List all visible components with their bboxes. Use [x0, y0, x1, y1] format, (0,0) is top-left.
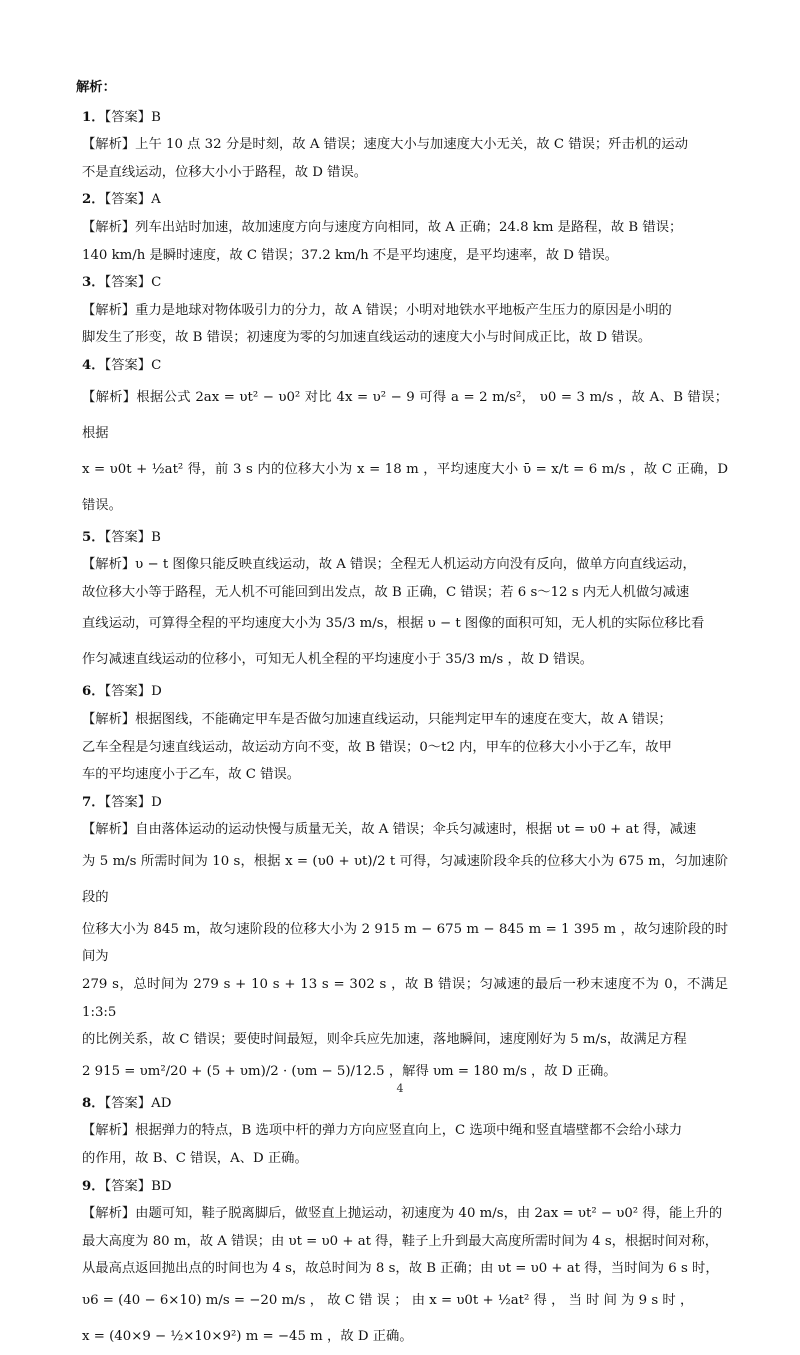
- question-number: 7．: [82, 794, 105, 810]
- answer-text: 【答案】C: [104, 275, 162, 291]
- answer-line: [82, 352, 728, 380]
- question-number: 9．: [82, 1178, 105, 1194]
- answer-line: [82, 678, 728, 706]
- answer-text: 【答案】C: [104, 357, 162, 373]
- explanation-line: 位移大小为 845 m，故匀速阶段的位移大小为 2 915 m − 675 m − 845 m = 1 395 m ，故匀速阶段的时间为: [82, 921, 728, 965]
- page-number: 4: [396, 1082, 404, 1095]
- explanation-line: 【解析】自由落体运动的运动快慢与质量无关，故 A 错误；伞兵匀减速时，根据 υt = υ0 + at 得，减速: [82, 822, 697, 838]
- explanation-line: 直线运动，可算得全程的平均速度大小为 35/3 m/s，根据 υ − t 图像的面积可知，无人机的实际位移比看: [82, 616, 705, 632]
- answer-text: 【答案】AD: [104, 1095, 172, 1111]
- solutions-body: [76, 74, 728, 1355]
- explanation-line: 【解析】列车出站时加速，故加速度方向与速度方向相同，故 A 正确；24.8 km 是路程，故 B 错误；: [82, 219, 683, 235]
- solutions-list: [76, 104, 728, 1355]
- explanation-line: x = (40×9 − ½×10×9²) m = −45 m ，故 D 正确。: [82, 1329, 413, 1344]
- explanation-line: 【解析】根据图线，不能确定甲车是否做匀加速直线运动，只能判定甲车的速度在变大，故 A 错误；: [82, 711, 672, 727]
- explanation-line: υ6 = (40 − 6×10) m/s = −20 m/s ， 故 C 错 误 ； 由 x = υ0t + ½at² 得 ， 当 时 间 为 9 s 时 ，: [82, 1293, 694, 1308]
- explanation-line: 作匀减速直线运动的位移小，可知无人机全程的平均速度小于 35/3 m/s ，故 D 错误。: [82, 652, 594, 668]
- solution-item: [76, 269, 728, 352]
- explanation-line: 【解析】υ − t 图像只能反映直线运动，故 A 错误；全程无人机运动方向没有反向，做单方向直线运动，: [82, 557, 696, 573]
- answer-text: 【答案】D: [104, 794, 162, 810]
- explanation-line: 最大高度为 80 m，故 A 错误；由 υt = υ0 + at 得，鞋子上升到最大高度所需时间为 4 s，根据时间对称，: [82, 1233, 719, 1249]
- answer-text: 【答案】B: [104, 529, 161, 545]
- answer-text: 【答案】D: [104, 684, 162, 700]
- explanation-line: x = υ0t + ½at² 得，前 3 s 内的位移大小为 x = 18 m ，平均速度大小 ῡ = x/t = 6 m/s ，故 C 正确，D 错误。: [82, 461, 728, 513]
- explanation-line: 【解析】上午 10 点 32 分是时刻，故 A 错误；速度大小与加速度大小无关，故 C 错误；歼击机的运动: [82, 137, 689, 153]
- solution-item: [76, 524, 728, 679]
- answer-line: [82, 524, 728, 552]
- section-heading: 解析：: [76, 80, 116, 95]
- explanation-line: 的作用，故 B、C 错误，A、D 正确。: [82, 1151, 308, 1167]
- question-number: 6．: [82, 684, 105, 700]
- explanation-line: 的比例关系，故 C 错误；要使时间最短，则伞兵应先加速，落地瞬间，速度刚好为 5 m/s，故满足方程: [82, 1032, 687, 1048]
- answer-text: 【答案】A: [104, 192, 161, 208]
- question-number: 1．: [82, 109, 105, 125]
- explanation-line: 脚发生了形变，故 B 错误；初速度为零的匀加速直线运动的速度大小与时间成正比，故 D 错误。: [82, 330, 652, 346]
- explanation-line: 【解析】重力是地球对物体吸引力的分力，故 A 错误；小明对地铁水平地板产生压力的原因是小明的: [82, 302, 672, 318]
- explanation-line: 从最高点返回抛出点的时间也为 4 s，故总时间为 8 s，故 B 正确；由 υt = υ0 + at 得，当时间为 6 s 时，: [82, 1261, 719, 1277]
- solution-item: [76, 678, 728, 788]
- explanation-line: 2 915 = υm²/20 + (5 + υm)/2 · (υm − 5)/12.5 ，解得 υm = 180 m/s ，故 D 正确。: [82, 1063, 617, 1079]
- answer-line: [82, 1173, 728, 1201]
- question-number: 5．: [82, 529, 105, 545]
- solution-item: [76, 789, 728, 1090]
- answer-line: [82, 789, 728, 817]
- question-number: 2．: [82, 192, 105, 208]
- question-number: 8．: [82, 1095, 105, 1111]
- solution-item: [76, 104, 728, 187]
- answer-line: [82, 269, 728, 297]
- question-number: 3．: [82, 275, 105, 291]
- answer-line: [82, 186, 728, 214]
- explanation-line: 车的平均速度小于乙车，故 C 错误。: [82, 767, 301, 783]
- explanation-line: 【解析】根据公式 2ax = υt² − υ0² 对比 4x = υ² − 9 可得 a = 2 m/s²， υ0 = 3 m/s ，故 A、B 错误；根据: [82, 389, 728, 441]
- solution-item: [76, 352, 728, 524]
- explanation-line: 故位移大小等于路程，无人机不可能回到出发点，故 B 正确，C 错误；若 6 s～12 s 内无人机做匀减速: [82, 584, 690, 600]
- explanation-line: 不是直线运动，位移大小小于路程，故 D 错误。: [82, 164, 368, 180]
- explanation-line: 【解析】根据弹力的特点，B 选项中杆的弹力方向应竖直向上，C 选项中绳和竖直墙壁都不会给小球力: [82, 1123, 683, 1139]
- solution-item: [76, 1173, 728, 1355]
- explanation-line: 乙车全程是匀速直线运动，故运动方向不变，故 B 错误；0～t2 内，甲车的位移大小小于乙车，故甲: [82, 739, 672, 755]
- explanation-line: 279 s，总时间为 279 s + 10 s + 13 s = 302 s ，故 B 错误；匀减速的最后一秒末速度不为 0，不满足 1:3:5: [82, 977, 728, 1020]
- explanation-line: 140 km/h 是瞬时速度，故 C 错误；37.2 km/h 不是平均速度，是平均速率，故 D 错误。: [82, 247, 619, 263]
- solution-item: [76, 1090, 728, 1173]
- answer-line: [82, 104, 728, 132]
- solution-item: [76, 186, 728, 269]
- explanation-line: 【解析】由题可知，鞋子脱离脚后，做竖直上抛运动，初速度为 40 m/s，由 2ax = υt² − υ0² 得，能上升的: [82, 1206, 723, 1222]
- answer-text: 【答案】B: [104, 109, 161, 125]
- answer-text: 【答案】BD: [104, 1178, 172, 1194]
- question-number: 4．: [82, 357, 105, 373]
- explanation-line: 为 5 m/s 所需时间为 10 s，根据 x = (υ0 + υt)/2 t 可得，匀减速阶段伞兵的位移大小为 675 m，匀加速阶段的: [82, 853, 728, 905]
